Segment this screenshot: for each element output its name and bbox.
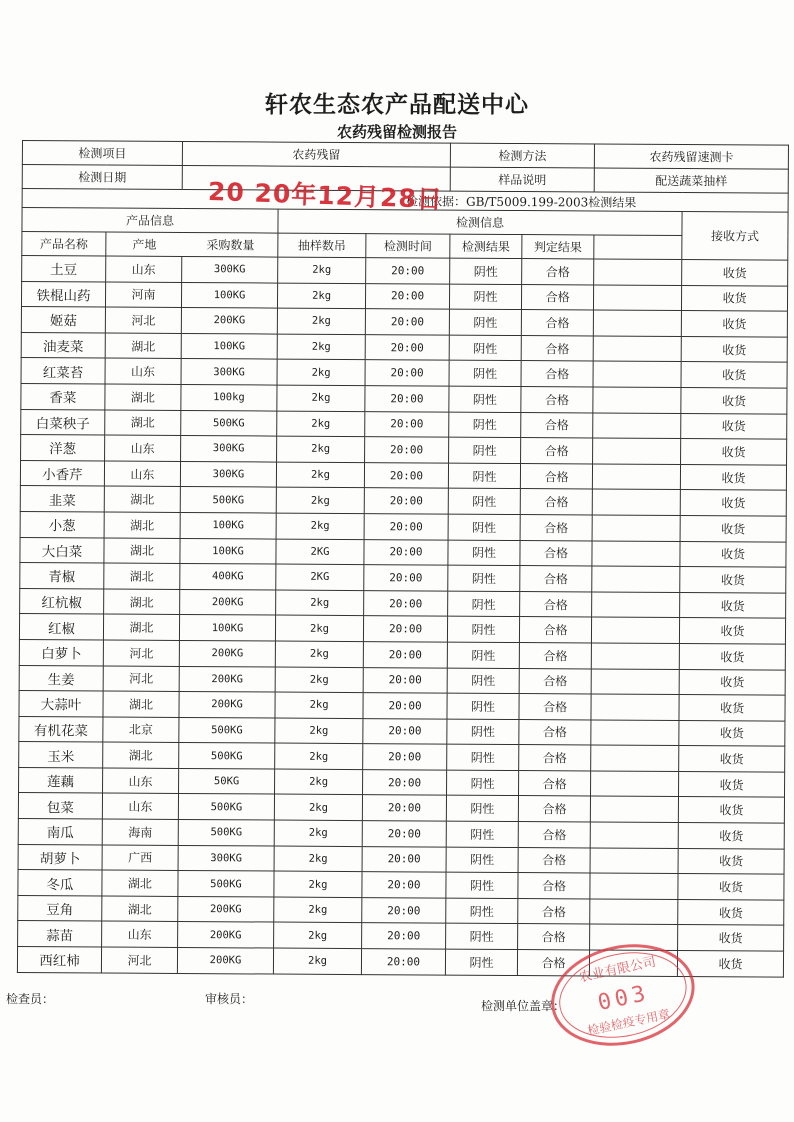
- test-time: 20:00: [363, 667, 447, 693]
- verdict: 合格: [517, 950, 589, 976]
- report-table: [17, 140, 789, 977]
- origin: 湖北: [105, 410, 181, 436]
- row-spacer-cell: [590, 796, 678, 822]
- purchase-quantity: 200KG: [180, 589, 276, 615]
- product-name: 南瓜: [18, 819, 102, 845]
- row-spacer-cell: [593, 361, 681, 387]
- purchase-quantity: 200KG: [181, 308, 277, 334]
- test-result: 阴性: [450, 284, 522, 310]
- row-spacer-cell: [593, 438, 681, 464]
- verdict: 合格: [519, 719, 591, 745]
- seal-top-text: 农业有限公司: [577, 954, 658, 986]
- purchase-quantity: 100KG: [180, 512, 276, 538]
- product-name: 胡萝卜: [18, 844, 102, 870]
- sample-amount: 2kg: [277, 359, 365, 385]
- purchase-quantity: 200KG: [179, 640, 275, 666]
- origin: 河北: [103, 640, 179, 666]
- row-spacer-cell: [593, 387, 681, 413]
- receive-method: 收货: [680, 515, 786, 541]
- product-name: 红椒: [19, 614, 103, 640]
- column-header-origin-qty: [106, 232, 278, 257]
- sample-amount: 2kg: [276, 513, 364, 539]
- test-time: 20:00: [365, 411, 449, 437]
- row-spacer-cell: [593, 310, 681, 336]
- product-name: 土豆: [22, 256, 106, 282]
- report-title: 轩农生态农产品配送中心: [265, 92, 529, 118]
- purchase-quantity: 500KG: [178, 820, 274, 846]
- verdict: 合格: [521, 438, 593, 464]
- test-time: 20:00: [364, 514, 448, 540]
- group-test-info: 检测信息: [278, 209, 682, 235]
- purchase-quantity: 50KG: [179, 768, 275, 794]
- verdict: 合格: [521, 412, 593, 438]
- test-time: 20:00: [365, 309, 449, 335]
- receive-method: 收货: [679, 720, 785, 746]
- report-table-body: [17, 141, 788, 977]
- test-time: 20:00: [362, 846, 446, 872]
- origin: 山东: [106, 256, 182, 282]
- product-name: 大蒜叶: [19, 691, 103, 717]
- verdict: 合格: [520, 591, 592, 617]
- purchase-quantity: 500KG: [181, 410, 277, 436]
- origin: 湖北: [104, 538, 180, 564]
- sample-amount: 2kg: [276, 590, 364, 616]
- purchase-quantity: 200KG: [179, 666, 275, 692]
- sample-value: 配送蔬菜抽样: [594, 168, 788, 193]
- verdict: 合格: [519, 668, 591, 694]
- test-result: 阴性: [449, 437, 521, 463]
- sample-amount: 2kg: [275, 718, 363, 744]
- seal-bottom-text: 检验检疫专用章: [586, 1006, 672, 1038]
- verdict: 合格: [518, 873, 590, 899]
- origin: 湖北: [102, 870, 178, 896]
- test-result: 阴性: [446, 898, 518, 924]
- inspector-label: 检查员：: [6, 992, 55, 1006]
- test-time: 20:00: [363, 769, 447, 795]
- receive-method: 收货: [681, 362, 787, 388]
- verdict: 合格: [520, 566, 592, 592]
- purchase-quantity: 500KG: [179, 743, 275, 769]
- purchase-quantity: 300KG: [181, 359, 277, 385]
- receive-method: 收货: [682, 260, 788, 286]
- receive-method: 收货: [679, 695, 785, 721]
- receive-method: 收货: [679, 618, 785, 644]
- receive-method: 收货: [680, 490, 786, 516]
- product-name: 有机花菜: [19, 716, 103, 742]
- row-spacer-cell: [590, 848, 678, 874]
- sample-amount: 2kg: [277, 283, 365, 309]
- origin: 河北: [103, 666, 179, 692]
- receive-method: 收货: [679, 669, 785, 695]
- column-header-result: 检测结果: [450, 234, 522, 258]
- product-name: 铁棍山药: [21, 281, 105, 307]
- test-result: 阴性: [446, 847, 518, 873]
- test-result: 阴性: [446, 872, 518, 898]
- verdict: 合格: [519, 642, 591, 668]
- product-name: 豆角: [18, 895, 102, 921]
- receive-method: 收货: [680, 464, 786, 490]
- test-time: 20:00: [364, 565, 448, 591]
- verdict: 合格: [521, 335, 593, 361]
- test-result: 阴性: [446, 796, 518, 822]
- sample-amount: 2kg: [275, 692, 363, 718]
- test-time: 20:00: [362, 795, 446, 821]
- product-name: 生姜: [19, 665, 103, 691]
- row-spacer-cell: [592, 592, 680, 618]
- origin: 湖北: [105, 384, 181, 410]
- sample-amount: 2kg: [275, 667, 363, 693]
- purchase-quantity: 200KG: [178, 922, 274, 948]
- row-spacer-cell: [592, 464, 680, 490]
- sample-amount: 2kg: [274, 795, 362, 821]
- product-name: 红杭椒: [20, 588, 104, 614]
- test-result: 阴性: [448, 463, 520, 489]
- purchase-quantity: 300KG: [182, 256, 278, 282]
- verdict: 合格: [522, 259, 594, 285]
- product-name: 西红柿: [17, 947, 101, 973]
- product-name: 洋葱: [21, 435, 105, 461]
- reviewer-label: 审核员：: [205, 992, 254, 1006]
- test-result: 阴性: [447, 616, 519, 642]
- test-result: 阴性: [447, 770, 519, 796]
- origin: 山东: [105, 435, 181, 461]
- product-name: 大白菜: [20, 537, 104, 563]
- row-spacer-cell: [594, 259, 682, 285]
- receive-method: 收货: [681, 439, 787, 465]
- sample-amount: 2kg: [277, 308, 365, 334]
- sample-amount: 2KG: [276, 539, 364, 565]
- test-result: 阴性: [449, 360, 521, 386]
- row-spacer-cell: [592, 541, 680, 567]
- report-subtitle: 农药残留检测报告: [336, 123, 457, 141]
- verdict: 合格: [518, 898, 590, 924]
- product-name: 冬瓜: [18, 870, 102, 896]
- purchase-quantity: 100KG: [179, 615, 275, 641]
- origin: 湖北: [104, 512, 180, 538]
- row-spacer-cell: [593, 413, 681, 439]
- sample-amount: 2kg: [273, 948, 361, 974]
- receive-method: 收货: [680, 567, 786, 593]
- purchase-quantity: 100KG: [181, 282, 277, 308]
- verdict: 合格: [519, 745, 591, 771]
- purchase-quantity: 500KG: [179, 717, 275, 743]
- test-result: 阴性: [448, 540, 520, 566]
- unit-seal-label: 检测单位盖章：: [481, 999, 566, 1013]
- test-time: 20:00: [363, 642, 447, 668]
- purchase-quantity: 100KG: [181, 333, 277, 359]
- purchase-quantity: 300KG: [181, 436, 277, 462]
- test-result: 阴性: [449, 335, 521, 361]
- sample-label: 样品说明: [450, 167, 594, 192]
- test-time: 20:00: [362, 821, 446, 847]
- sample-amount: 2kg: [274, 871, 362, 897]
- origin: 山东: [105, 358, 181, 384]
- test-result: 阴性: [449, 386, 521, 412]
- sample-amount: 2kg: [277, 411, 365, 437]
- column-header-sample: 抽样数吊: [278, 233, 366, 258]
- receive-method: 收货: [681, 336, 787, 362]
- row-spacer-cell: [592, 489, 680, 515]
- column-header-receive: 接收方式: [682, 212, 788, 261]
- test-result: 阴性: [448, 488, 520, 514]
- product-name: 白萝卜: [19, 639, 103, 665]
- origin: 北京: [103, 717, 179, 743]
- receive-method: 收货: [677, 951, 783, 977]
- sample-amount: 2kg: [274, 897, 362, 923]
- test-result: 阴性: [449, 412, 521, 438]
- test-time: 20:00: [364, 462, 448, 488]
- test-time: 20:00: [362, 923, 446, 949]
- report-document: [17, 140, 788, 979]
- product-name: 红菜苔: [21, 358, 105, 384]
- sample-amount: 2kg: [277, 436, 365, 462]
- sample-amount: 2kg: [274, 846, 362, 872]
- receive-method: 收货: [678, 925, 784, 951]
- test-time: 20:00: [363, 718, 447, 744]
- origin: 湖北: [104, 589, 180, 615]
- receive-method: 收货: [679, 746, 785, 772]
- receive-method: 收货: [678, 874, 784, 900]
- purchase-quantity: 500KG: [178, 871, 274, 897]
- test-result: 阴性: [449, 309, 521, 335]
- product-name: 白菜秧子: [21, 409, 105, 435]
- verdict: 合格: [521, 310, 593, 336]
- sample-amount: 2kg: [276, 487, 364, 513]
- test-result: 阴性: [447, 744, 519, 770]
- row-spacer-cell: [591, 694, 679, 720]
- test-time: 20:00: [362, 897, 446, 923]
- test-time: 20:00: [364, 539, 448, 565]
- purchase-quantity: 100KG: [180, 538, 276, 564]
- purchase-quantity: 500KG: [180, 487, 276, 513]
- receive-method: 收货: [682, 285, 788, 311]
- test-time: 20:00: [365, 334, 449, 360]
- group-product-info: 产品信息: [22, 208, 278, 234]
- verdict: 合格: [519, 770, 591, 796]
- column-header-origin: 产地: [132, 237, 157, 252]
- receive-method: 收货: [679, 643, 785, 669]
- standard-text: 检测依据：GB/T5009.199-2003检测结果: [405, 193, 637, 210]
- verdict: 合格: [520, 514, 592, 540]
- origin: 湖北: [104, 486, 180, 512]
- verdict: 合格: [520, 463, 592, 489]
- sample-amount: 2kg: [277, 385, 365, 411]
- verdict: 合格: [518, 822, 590, 848]
- origin: 山东: [102, 793, 178, 819]
- test-result: 阴性: [447, 668, 519, 694]
- receive-method: 收货: [680, 541, 786, 567]
- row-spacer-cell: [591, 771, 679, 797]
- verdict: 合格: [518, 796, 590, 822]
- row-spacer-cell: [590, 899, 678, 925]
- origin: 山东: [103, 768, 179, 794]
- verdict: 合格: [519, 617, 591, 643]
- purchase-quantity: 200KG: [179, 692, 275, 718]
- sample-amount: 2kg: [274, 820, 362, 846]
- product-name: 蒜苗: [18, 921, 102, 947]
- column-header-time: 检测时间: [366, 234, 450, 259]
- row-spacer-cell: [594, 285, 682, 311]
- test-result: 阴性: [445, 949, 517, 975]
- test-time: 20:00: [365, 437, 449, 463]
- origin: 湖北: [104, 563, 180, 589]
- product-name: 小葱: [20, 511, 104, 537]
- origin: 山东: [104, 461, 180, 487]
- row-spacer-cell: [590, 822, 678, 848]
- row-spacer-cell: [593, 336, 681, 362]
- row-spacer-cell: [591, 720, 679, 746]
- column-header-qty: 采购数量: [206, 238, 255, 253]
- test-time: 20:00: [365, 283, 449, 309]
- purchase-quantity: 400KG: [180, 564, 276, 590]
- origin: 湖北: [103, 742, 179, 768]
- origin: 山东: [102, 921, 178, 947]
- product-name: 韭菜: [20, 486, 104, 512]
- sample-amount: 2KG: [276, 564, 364, 590]
- verdict: 合格: [518, 847, 590, 873]
- product-name: 油麦菜: [21, 332, 105, 358]
- method-value: 农药残留速测卡: [594, 144, 788, 169]
- column-header-verdict: 判定结果: [522, 235, 594, 259]
- receive-method: 收货: [679, 771, 785, 797]
- item-value: 农药残留: [182, 141, 450, 167]
- sample-amount: 2kg: [275, 769, 363, 795]
- row-spacer-cell: [591, 745, 679, 771]
- column-header-spacer: [594, 235, 682, 260]
- purchase-quantity: 300KG: [178, 845, 274, 871]
- test-result: 阴性: [446, 924, 518, 950]
- sample-amount: 2kg: [276, 462, 364, 488]
- origin: 河南: [105, 282, 181, 308]
- test-time: 20:00: [363, 693, 447, 719]
- product-name: 莲藕: [19, 767, 103, 793]
- seal-number: 003: [595, 980, 652, 1017]
- sample-amount: 2kg: [275, 641, 363, 667]
- item-label: 检测项目: [22, 141, 182, 166]
- purchase-quantity: 200KG: [178, 896, 274, 922]
- row-spacer-cell: [592, 566, 680, 592]
- verdict: 合格: [518, 924, 590, 950]
- sample-amount: 2kg: [278, 257, 366, 283]
- origin: 湖北: [103, 691, 179, 717]
- origin: 湖北: [103, 614, 179, 640]
- sample-amount: 2kg: [274, 922, 362, 948]
- test-result: 阴性: [447, 719, 519, 745]
- test-result: 阴性: [448, 565, 520, 591]
- product-name: 包菜: [18, 793, 102, 819]
- row-spacer-cell: [591, 643, 679, 669]
- row-spacer-cell: [590, 873, 678, 899]
- verdict: 合格: [519, 694, 591, 720]
- purchase-quantity: 100kg: [181, 384, 277, 410]
- receive-method: 收货: [678, 848, 784, 874]
- sample-amount: 2kg: [275, 615, 363, 641]
- purchase-quantity: 300KG: [180, 461, 276, 487]
- origin: 河北: [105, 307, 181, 333]
- receive-method: 收货: [678, 899, 784, 925]
- product-name: 小香芹: [20, 460, 104, 486]
- test-time: 20:00: [364, 488, 448, 514]
- test-time: 20:00: [366, 258, 450, 284]
- origin: 湖北: [105, 333, 181, 359]
- receive-method: 收货: [680, 592, 786, 618]
- origin: 海南: [102, 819, 178, 845]
- test-result: 阴性: [450, 258, 522, 284]
- column-header-name: 产品名称: [22, 232, 106, 257]
- test-time: 20:00: [364, 590, 448, 616]
- test-time: 20:00: [363, 744, 447, 770]
- test-result: 阴性: [447, 693, 519, 719]
- origin: 河北: [101, 947, 177, 973]
- sample-amount: 2kg: [277, 334, 365, 360]
- receive-method: 收货: [678, 823, 784, 849]
- test-time: 20:00: [361, 949, 445, 975]
- test-time: 20:00: [363, 616, 447, 642]
- test-time: 20:00: [365, 360, 449, 386]
- verdict: 合格: [522, 284, 594, 310]
- date-stamp: 20 20年12月28日: [207, 176, 444, 215]
- test-time: 20:00: [365, 386, 449, 412]
- receive-method: 收货: [681, 311, 787, 337]
- test-result: 阴性: [448, 591, 520, 617]
- row-spacer-cell: [592, 617, 680, 643]
- origin: 湖北: [102, 896, 178, 922]
- row-spacer-cell: [591, 668, 679, 694]
- product-name: 香菜: [21, 383, 105, 409]
- receive-method: 收货: [681, 387, 787, 413]
- receive-method: 收货: [681, 413, 787, 439]
- method-label: 检测方法: [450, 143, 594, 168]
- row-spacer-cell: [592, 515, 680, 541]
- product-name: 青椒: [20, 563, 104, 589]
- test-result: 阴性: [446, 821, 518, 847]
- verdict: 合格: [521, 361, 593, 387]
- product-name: 玉米: [19, 742, 103, 768]
- date-label: 检测日期: [22, 165, 182, 190]
- sample-amount: 2kg: [275, 743, 363, 769]
- test-time: 20:00: [362, 872, 446, 898]
- purchase-quantity: 500KG: [178, 794, 274, 820]
- verdict: 合格: [520, 489, 592, 515]
- origin: 广西: [102, 845, 178, 871]
- product-name: 姬菇: [21, 307, 105, 333]
- verdict: 合格: [520, 540, 592, 566]
- purchase-quantity: 200KG: [177, 947, 273, 973]
- test-result: 阴性: [447, 642, 519, 668]
- verdict: 合格: [521, 387, 593, 413]
- receive-method: 收货: [678, 797, 784, 823]
- test-result: 阴性: [448, 514, 520, 540]
